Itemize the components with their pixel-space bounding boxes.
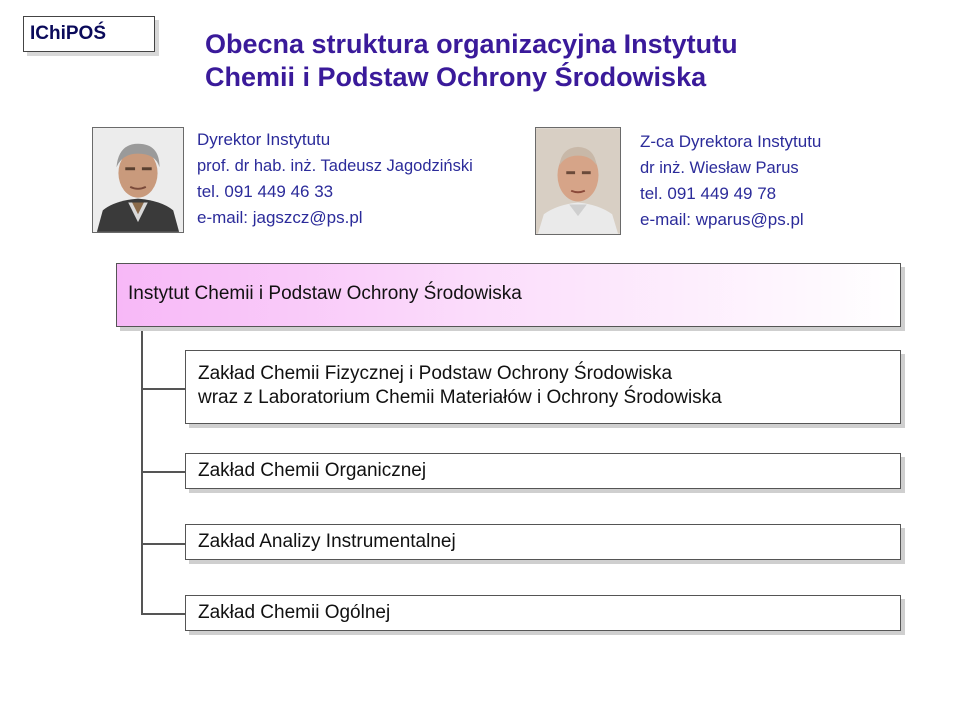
deputy-photo — [535, 127, 621, 235]
director-portrait-icon — [93, 128, 183, 232]
title-line-1: Obecna struktura organizacyjna Instytutu — [205, 29, 738, 59]
institute-box — [116, 263, 901, 327]
director-role: Dyrektor Instytutu — [197, 130, 331, 149]
department-box-2 — [185, 453, 901, 489]
department-1-subtitle: wraz z Laboratorium Chemii Materiałów i Ochrony Środowiska — [198, 387, 722, 408]
org-connector-dept-3 — [141, 543, 185, 545]
org-connector-dept-2 — [141, 471, 185, 473]
org-connector-dept-1 — [141, 388, 185, 390]
ichipos-logo: IChiPOŚ — [23, 16, 155, 52]
deputy-name: dr inż. Wiesław Parus — [640, 159, 799, 177]
director-photo — [92, 127, 184, 233]
title-line-2: Chemii i Podstaw Ochrony Środowiska — [205, 62, 707, 92]
department-3-name: Zakład Analizy Instrumentalnej — [198, 531, 456, 552]
department-2-name: Zakład Chemii Organicznej — [198, 460, 427, 481]
department-4-name: Zakład Chemii Ogólnej — [198, 602, 391, 623]
director-email: e-mail: jagszcz@ps.pl — [197, 208, 363, 227]
deputy-info — [640, 129, 821, 233]
deputy-portrait-icon — [536, 128, 620, 234]
director-phone: tel. 091 449 46 33 — [197, 182, 334, 201]
department-box-4 — [185, 595, 901, 631]
institute-label: Instytut Chemii i Podstaw Ochrony Środowiska — [128, 283, 522, 304]
department-box-1 — [185, 350, 901, 424]
deputy-role: Z-ca Dyrektora Instytutu — [640, 132, 822, 151]
department-box-3 — [185, 524, 901, 560]
deputy-phone: tel. 091 449 49 78 — [640, 184, 777, 203]
director-info — [197, 127, 473, 231]
department-1-name: Zakład Chemii Fizycznej i Podstaw Ochrony Środowiska — [198, 363, 673, 384]
deputy-email: e-mail: wparus@ps.pl — [640, 210, 804, 229]
org-connector-dept-4 — [141, 613, 185, 615]
page-title — [205, 28, 905, 94]
director-name: prof. dr hab. inż. Tadeusz Jagodziński — [197, 157, 473, 175]
